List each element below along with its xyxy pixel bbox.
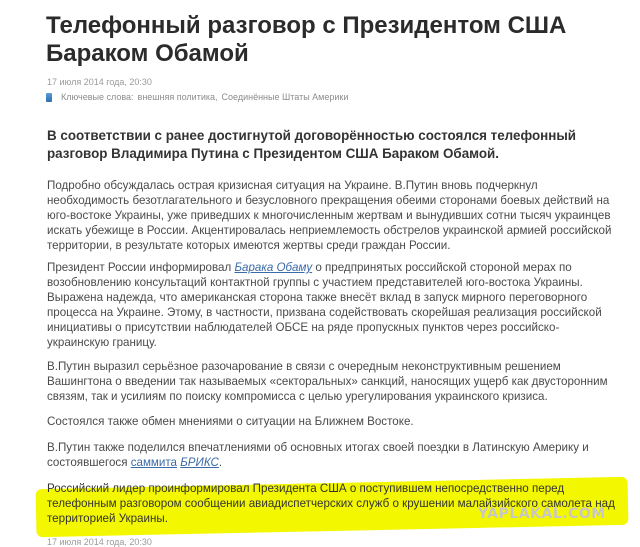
- keyword-separator: ,: [215, 92, 218, 102]
- tag-icon: [46, 93, 52, 102]
- lead-paragraph: В соответствии с ранее достигнутой договорённостью состоялся телефонный разговор Владимира Путина с Президентом США Бараком Обамой.: [47, 128, 577, 161]
- paragraph-sanctions: В.Путин выразил серьёзное разочарование в связи с очередным неконструктивным решением Вашингтона о введении так называемых «секторальных» санкций, наносящих ущерб как двусторонним связям, так и усилиям по поиску компромисса с целью урегулирования украинского кризиса.: [47, 360, 608, 403]
- keywords-row: [46, 92, 348, 102]
- paragraph-malaysian-plane: Российский лидер проинформировал Президента США о поступившем непосредственно перед телефонным разговором сообщении авиадиспетчерских служб о крушении малайзийского самолета над территорией Украины.: [47, 482, 615, 525]
- publish-date: 17 июля 2014 года, 20:30: [47, 77, 152, 87]
- watermark: YAPLAKAL.COM: [478, 506, 606, 522]
- paragraph-text: .: [218, 456, 223, 469]
- keyword-link-foreign-policy[interactable]: внешняя политика: [137, 92, 215, 102]
- paragraph-crisis: Подробно обсуждалась острая кризисная ситуация на Украине. В.Путин вновь подчеркнул необходимость безотлагательного и безусловного прекращения обеими сторонами боевых действий на юго-востоке Украины, уже приведших к многочисленным жертвам и вынудивших сотни тысяч украинцев искать убежище в России. Акцентировалась неприемлемость обстрелов украинской армией российской территории, в результате которых имеются жертвы среди граждан России.: [47, 179, 612, 252]
- brics-link[interactable]: БРИКС: [180, 456, 219, 469]
- paragraph-middle-east: Состоялся также обмен мнениями о ситуации на Ближнем Востоке.: [47, 415, 414, 428]
- obama-link[interactable]: Барака Обаму: [234, 261, 313, 274]
- keyword-link-usa[interactable]: Соединённые Штаты Америки: [221, 92, 349, 102]
- paragraph-text: Президент России информировал: [47, 261, 235, 274]
- paragraph-text: В.Путин также поделился впечатлениями об основных итогах своей поездки в Латинскую Америку и состоявшегося: [47, 441, 589, 469]
- keywords-label: Ключевые слова:: [61, 92, 134, 102]
- paragraph-contact-group: [47, 260, 617, 350]
- next-article-date: 17 июля 2014 года, 20:30: [47, 537, 152, 547]
- page-title: Телефонный разговор с Президентом США Бараком Обамой: [46, 12, 567, 67]
- paragraph-latin-america: [47, 440, 617, 470]
- paragraph-text: о предпринятых российской стороной мерах по возобновлению консультаций контактной группы с участием представителей юго-востока Украины. Выражена надежда, что американская сторона также внесёт вклад в запуск мирного переговорного процесса на Украине. Этому, в частности, призвана содействовать скорейшая реализация российской инициативы о присутствии наблюдателей ОБСЕ на ряде пропускных пунктов через российско-украинскую границу.: [47, 261, 602, 349]
- summit-link[interactable]: саммита: [130, 456, 178, 469]
